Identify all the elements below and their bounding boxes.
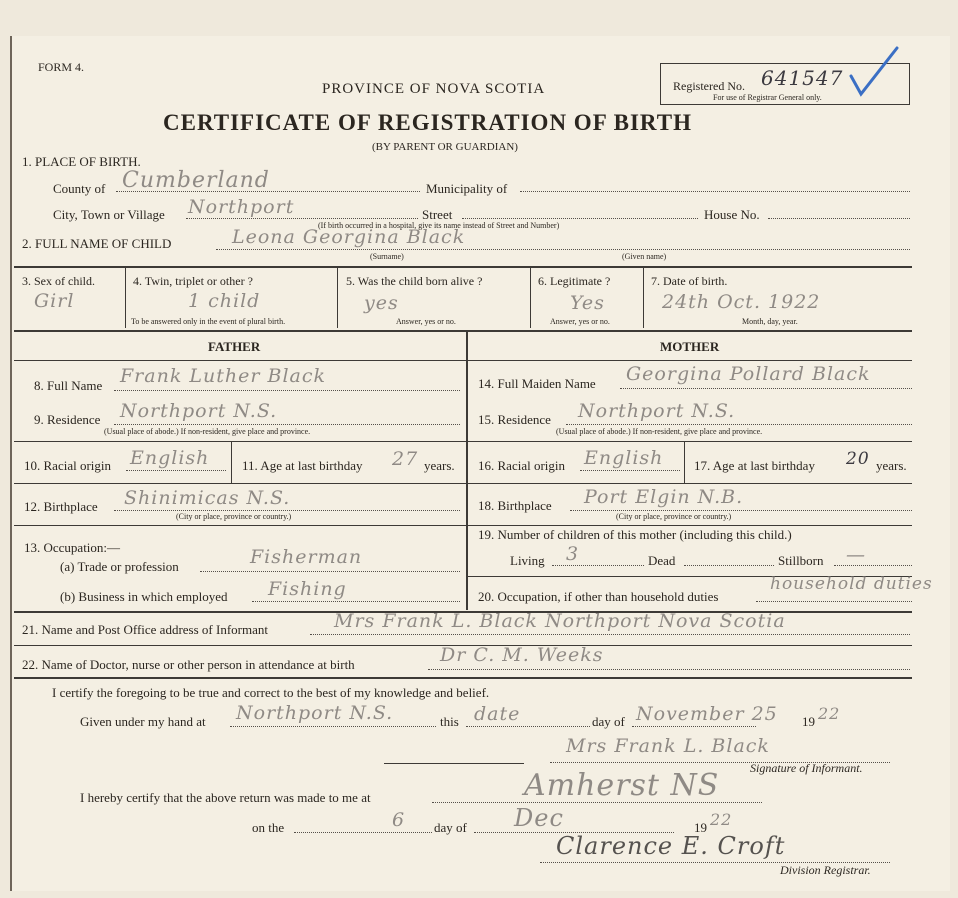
mother-racial-value: English [584,447,664,469]
twin-value: 1 child [188,290,261,312]
month-value: November 25 [636,703,778,725]
mother-age-label: 17. Age at last birthday [694,458,815,473]
place-of-birth-heading: 1. PLACE OF BIRTH. [22,154,141,169]
doctor-value: Dr C. M. Weeks [440,644,604,666]
signature-label: Signature of Informant. [750,761,863,775]
hospital-note: (If birth occurred in a hospital, give its name instead of Street and Number) [318,221,560,230]
father-residence-label: 9. Residence [34,412,101,427]
given-name-note: (Given name) [622,252,667,261]
street-label: Street [422,207,453,222]
business-value: Fishing [268,578,347,600]
father-birthplace-label: 12. Birthplace [24,499,98,514]
twin-note: To be answered only in the event of plural birth. [131,317,286,326]
mother-heading: MOTHER [660,339,720,354]
province-heading: PROVINCE OF NOVA SCOTIA [322,81,546,97]
father-age-value: 27 [392,448,419,470]
check-mark-icon [845,42,905,107]
municipality-label: Municipality of [426,181,508,196]
mother-birthplace-note: (City or place, province or country.) [616,512,732,521]
mother-birthplace-label: 18. Birthplace [478,498,552,513]
year-prefix: 19 [802,714,815,729]
county-value: Cumberland [122,168,270,193]
father-heading: FATHER [208,339,261,354]
stillborn-value: — [846,544,866,566]
registration-box [660,63,910,105]
surname-note: (Surname) [370,252,404,261]
business-label: (b) Business in which employed [60,589,228,604]
child-name-label: 2. FULL NAME OF CHILD [22,236,172,251]
return-place-value: Amherst NS [524,768,720,803]
mother-occupation-value: household duties [770,574,933,594]
on-the-label: on the [252,820,285,835]
city-value: Northport [188,196,295,218]
father-racial-value: English [130,447,210,469]
mother-age-value: 20 [846,449,870,469]
year2-prefix: 19 [694,820,707,835]
children-count-label: 19. Number of children of this mother (including this child.) [478,527,792,542]
house-label: House No. [704,207,760,222]
registrar-signature: Clarence E. Croft [556,832,786,860]
registered-label: Registered No. [673,79,745,93]
father-birthplace-note: (City or place, province or country.) [176,512,292,521]
father-name-label: 8. Full Name [34,378,103,393]
alive-note: Answer, yes or no. [396,317,456,326]
certify-statement: I certify the foregoing to be true and correct to the best of my knowledge and belief. [52,685,490,700]
sex-label: 3. Sex of child. [22,274,95,288]
informant-value: Mrs Frank L. Black Northport Nova Scotia [334,610,786,632]
father-occupation-label: 13. Occupation:— [24,540,121,555]
this-label: this [440,714,459,729]
mother-residence-label: 15. Residence [478,412,551,427]
father-residence-value: Northport N.S. [120,400,278,422]
child-name-value: Leona Georgina Black [232,226,466,248]
year-value: 22 [818,704,841,723]
dob-value: 24th Oct. 1922 [662,291,821,313]
sex-value: Girl [34,290,75,312]
legitimate-label: 6. Legitimate ? [538,274,611,288]
mother-occupation-label: 20. Occupation, if other than household duties [478,589,719,604]
registrar-label: Division Registrar. [780,863,871,877]
doctor-label: 22. Name of Doctor, nurse or other person in attendance at birth [22,657,355,672]
father-racial-label: 10. Racial origin [24,458,112,473]
certificate-subtitle: (BY PARENT OR GUARDIAN) [372,141,518,153]
certificate-title: CERTIFICATE OF REGISTRATION OF BIRTH [163,110,692,135]
legitimate-value: Yes [570,292,605,314]
registered-number: 641547 [761,66,844,90]
trade-label: (a) Trade or profession [60,559,179,574]
given-label: Given under my hand at [80,714,206,729]
trade-value: Fisherman [250,546,363,568]
father-name-value: Frank Luther Black [120,365,326,387]
day-of-label-2: day of [434,820,467,835]
stillborn-label: Stillborn [778,553,824,568]
informant-signature: Mrs Frank L. Black [566,735,770,757]
this-value: date [474,703,521,725]
dob-note: Month, day, year. [742,317,798,326]
mother-name-label: 14. Full Maiden Name [478,376,596,391]
given-place-value: Northport N.S. [236,702,394,724]
father-birthplace-value: Shinimicas N.S. [124,487,291,509]
dob-label: 7. Date of birth. [651,274,728,288]
mother-racial-label: 16. Racial origin [478,458,566,473]
alive-value: yes [364,292,399,314]
form-number: FORM 4. [38,60,85,74]
city-label: City, Town or Village [53,207,165,222]
mother-residence-value: Northport N.S. [578,400,736,422]
mother-birthplace-value: Port Elgin N.B. [584,486,744,508]
father-residence-note: (Usual place of abode.) If non-resident, give place and province. [104,427,311,436]
mother-years: years. [876,458,907,473]
county-label: County of [53,181,106,196]
mother-residence-note: (Usual place of abode.) If non-resident, give place and province. [556,427,763,436]
return-label: I hereby certify that the above return was made to me at [80,790,371,805]
father-years: years. [424,458,455,473]
informant-label: 21. Name and Post Office address of Informant [22,622,268,637]
father-age-label: 11. Age at last birthday [242,458,363,473]
day-of-label: day of [592,714,625,729]
registrar-note: For use of Registrar General only. [713,93,822,102]
living-value: 3 [566,543,580,565]
year2-value: 22 [710,810,733,829]
on-the-value: 6 [392,809,406,831]
alive-label: 5. Was the child born alive ? [346,274,483,288]
dead-label: Dead [648,553,676,568]
mother-name-value: Georgina Pollard Black [626,363,871,385]
twin-label: 4. Twin, triplet or other ? [133,274,253,288]
legitimate-note: Answer, yes or no. [550,317,610,326]
month2-value: Dec [514,804,564,832]
living-label: Living [510,553,545,568]
